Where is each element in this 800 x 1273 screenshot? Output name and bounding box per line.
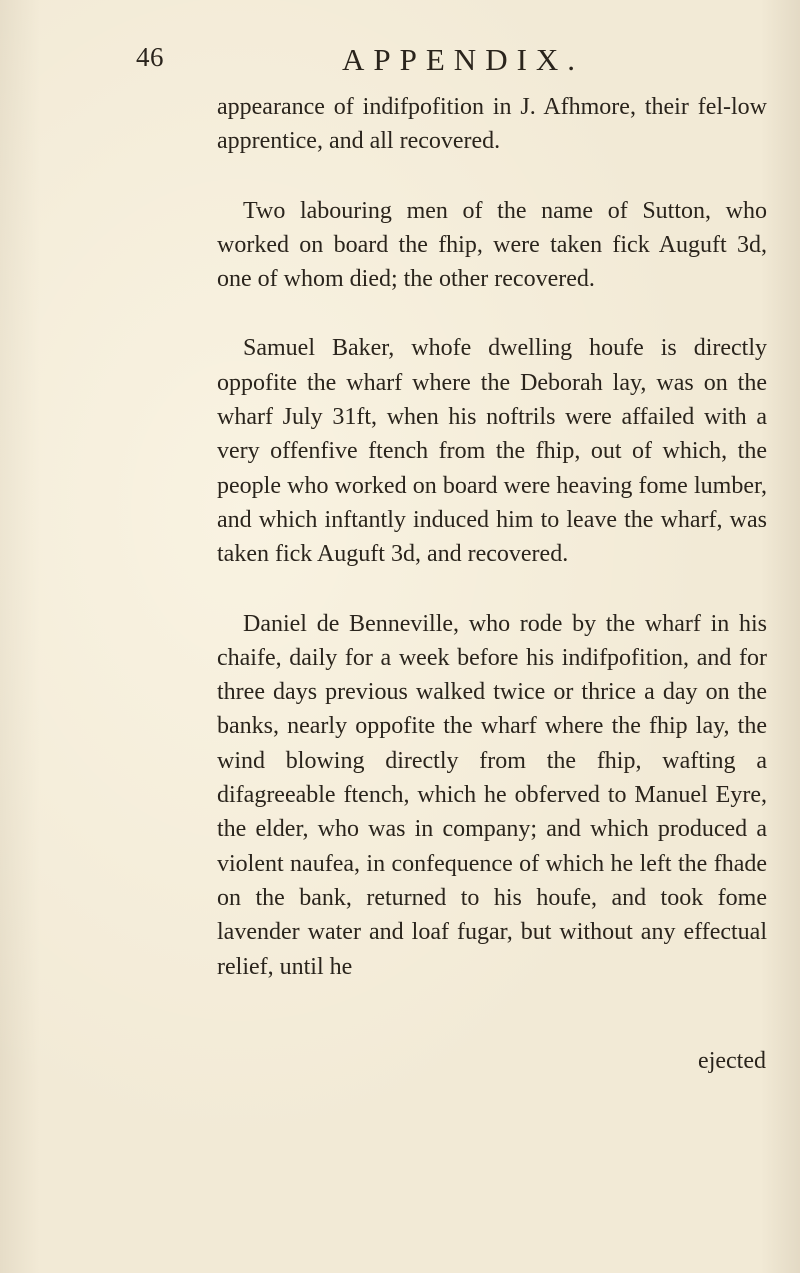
page-number: 46 [136,42,164,72]
paragraph-2: Two labouring men of the name of Sutton, who worked on board the fhip, were taken fick Auguft 3d, one of whom died; the other recovered. [217,197,767,293]
catchword: ejected [698,1048,766,1074]
paragraph-4: Daniel de Benneville, who rode by the wharf in his chaife, daily for a week before his indifpofition, and for three days previous walked twice or thrice a day on the banks, nearly oppofite the wharf where the fhip lay, the wind blowing directly from the fhip, wafting a difagreeable ftench, which he obferved to Manuel Eyre, the elder, who was in company; and which produced a violent naufea, in confequence of which he left the fhade on the bank, returned to his houfe, and took fome lavender water and loaf fugar, but without any effectual relief, until he [217,610,767,980]
running-head: APPENDIX. [342,42,585,77]
body-text [217,90,767,984]
page-header [136,42,776,82]
paragraph-3: Samuel Baker, whofe dwelling houfe is directly oppofite the wharf where the Deborah lay, was on the wharf July 31ft, when his noftrils were affailed with a very offenfive ftench from the fhip, out of which, the people who worked on board were heaving fome lumber, and which inftantly induced him to leave the wharf, was taken fick Auguft 3d, and recovered. [217,335,767,568]
paragraph-1: appearance of indifpofition in J. Afhmore, their fel-low apprentice, and all recovered. [217,94,767,155]
